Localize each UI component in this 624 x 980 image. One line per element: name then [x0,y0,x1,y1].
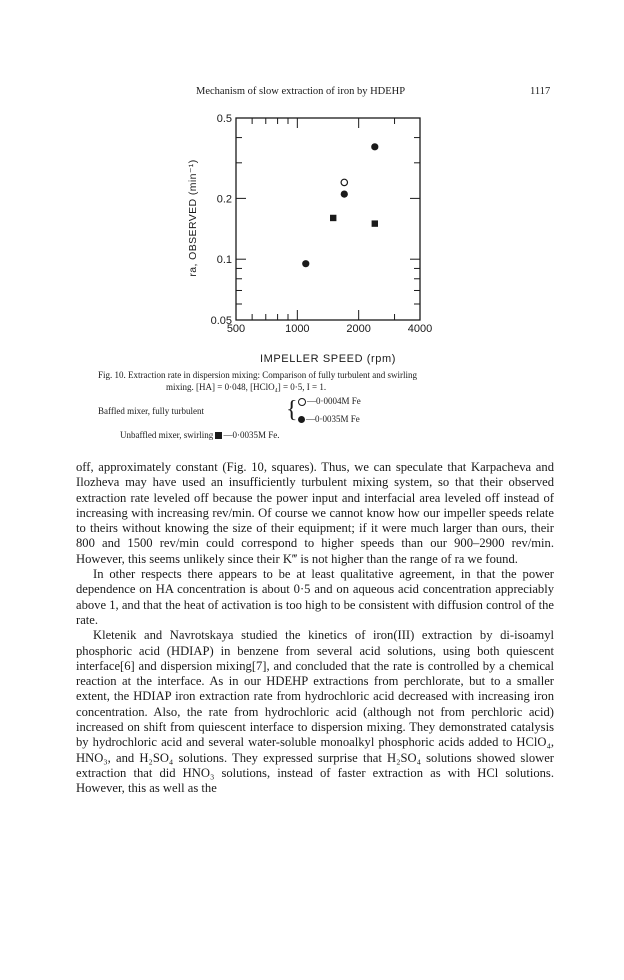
plot-border [236,118,420,320]
legend-brace: { [286,397,298,423]
data-points [302,143,378,267]
tick-labels [211,113,433,335]
y-tick-label: 0.05 [210,315,232,327]
filled-square-point [330,215,336,221]
legend-filled-circle [298,414,360,424]
filled-circle-marker-icon [298,416,305,423]
x-tick-label: 4000 [407,323,433,335]
legend-square-text: —0·0035M Fe. [223,430,280,440]
filled-circle-point [341,191,348,198]
axis-ticks [236,118,420,320]
x-tick-label: 1000 [285,323,310,335]
figure-legend [98,392,398,442]
caption-line-2: mixing. [HA] = 0·048, [HClO₄] = 0·5, I = 1. [166,381,327,392]
legend-unbaffled-label: Unbaffled mixer, swirling [120,430,214,440]
x-tick-label: 500 [226,323,246,335]
open-circle-point [341,179,347,185]
running-title: Mechanism of slow extraction of iron by HDEHP [196,86,406,97]
paragraph-2: In other respects there appears to be at least qualitative agreement, in that the power dependence on HA concentration is about 0·5 and on aqueous acid concentration appreciably above 1, and that the heat of activation is too high to be consistent with diffusion control of the rate. [76,567,554,627]
filled-circle-point [371,143,378,150]
x-tick-label: 2000 [346,323,371,335]
figure-10-chart [180,106,440,368]
filled-square-marker-icon [215,432,222,439]
caption-line-1: Fig. 10. Extraction rate in dispersion mixing: Comparison of fully turbulent and swirling [98,370,417,380]
filled-square-point [372,220,378,226]
y-tick-label: 0.2 [216,193,232,206]
paragraph-3: Kletenik and Navrotskaya studied the kinetics of iron(III) extraction by di-isoamyl phosphoric acid (HDIAP) in benzene from several acid solutions, using both quiescent interface[6] and dispersion mixing[7], and concluded that the rate is controlled by a chemical reaction at the interface. As in our HDEHP extractions from perchlorate, but to a smaller extent, the HDIAP iron extraction rate from hydrochloric acid decreased with increasing iron concentration. Also, the rate from hydrochloric acid (although not from perchloric acid) increased on shift from quiescent interface to dispersion mixing. They demonstrated catalysis by hydrochloric acid and several water-soluble monoalkyl phosphoric acids added to HClO₄, HNO₃, and H₂SO₄ solutions. They expressed surprise that H₂SO₄ solutions showed slower extraction that did HNO₃ solutions, instead of faster extraction as with HCl solutions. However, this as well as the [76,628,554,796]
page-number: 1117 [530,86,551,97]
figure-caption [98,370,518,393]
legend-baffled-label: Baffled mixer, fully turbulent [98,406,204,416]
running-head [0,86,624,102]
body-text [76,460,554,797]
y-tick-label: 0.1 [216,254,232,267]
open-circle-marker-icon [298,398,306,406]
legend-open-circle-text: —0·0004M Fe [307,396,361,406]
legend-filled-circle-text: —0·0035M Fe [306,414,360,424]
filled-circle-point [302,260,309,267]
legend-open-circle [298,396,361,406]
y-axis-label: ra, OBSERVED (min⁻¹) [187,159,199,277]
plot-frame [236,118,420,320]
legend-unbaffled [120,430,279,440]
paragraph-1: off, approximately constant (Fig. 10, squares). Thus, we can speculate that Karpacheva and Ilozheva may have used an insufficiently turbulent mixing system, so that their observed extraction rate leveled off because the power input and interfacial area leveled off instead of increasing with increasing rev/min. Of course we cannot know how our impeller speeds relate to theirs without knowing the size of their equipment; if it were much larger than ours, their 800 and 1500 rev/min could correspond to higher speeds than our 900–2900 rev/min. However, this seems unlikely since their K‴ is not higher than the range of ra we found. [76,460,554,566]
y-tick-label: 0.5 [216,113,232,125]
x-axis-label: IMPELLER SPEED (rpm) [259,353,397,365]
